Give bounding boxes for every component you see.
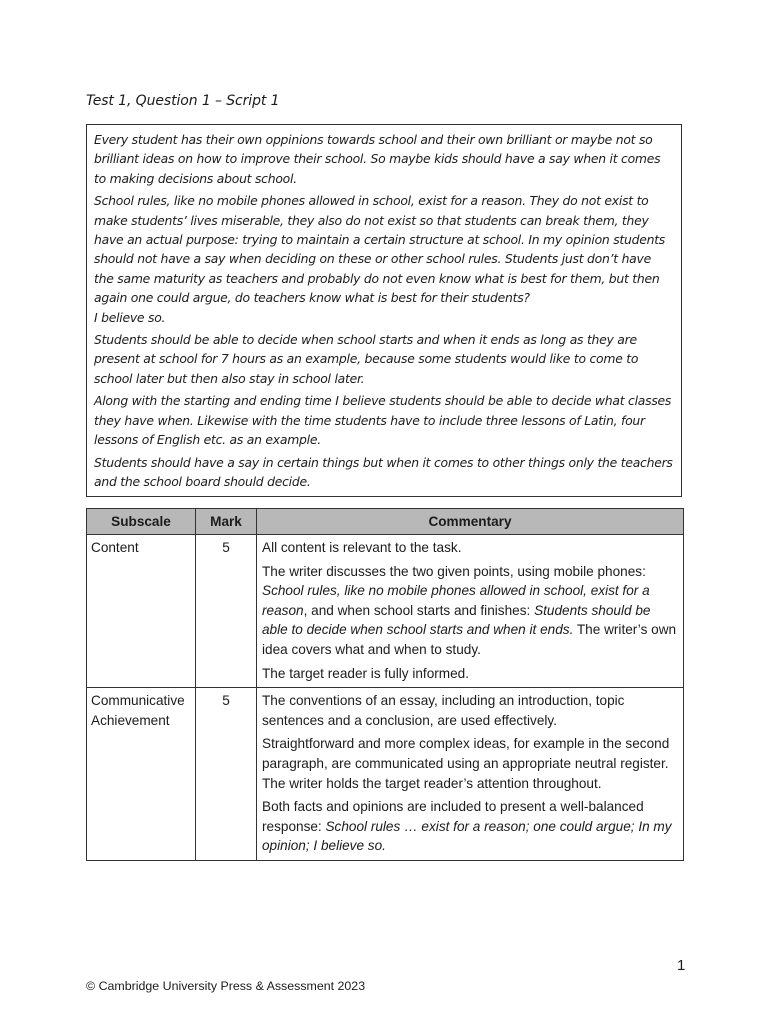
commentary-text: , and when school starts and finishes: [303,602,535,618]
commentary-text: Straightforward and more complex ideas, for example in the second paragraph, are communicated using an appropriate neutral register. The writer holds the target reader’s attention throughout. [262,736,670,791]
page-number: 1 [677,957,686,974]
commentary-paragraph [262,562,678,660]
subscale-cell: Content [87,535,196,688]
mark-cell: 5 [196,688,257,861]
page-title: Test 1, Question 1 – Script 1 [86,93,280,109]
script-paragraph: Every student has their own oppinions towards school and their own brilliant or maybe not so brilliant ideas on how to improve their school. So maybe kids should have a say when it comes to making decisions about school. [94,132,661,186]
script-text-box [86,124,682,497]
commentary-text: The writer’s own idea covers what and when to study. [262,622,677,657]
quoted-text: School rules … exist for a reason; one could argue; In my opinion; I believe so. [262,818,672,854]
quoted-text: Students should be able to decide when school starts and when it ends. [262,602,651,638]
copyright-notice: © Cambridge University Press & Assessment 2023 [86,979,366,993]
commentary-text: The writer discusses the two given points, using mobile phones: [262,563,646,579]
header-commentary: Commentary [257,509,684,535]
script-paragraph: School rules, like no mobile phones allowed in school, exist for a reason. They do not exist to make students’ lives miserable, they also do not exist so that students can break them, they have an actual purpose: trying to maintain a certain structure at school. In my opinion students should not have a say when deciding on these or other school rules. Students just don’t have the same maturity as teachers and probably do not even know what is best for them, but then again one could argue, do teachers know what is best for their students? I believe so. [94,193,666,325]
commentary-paragraph [262,538,678,558]
table-header-row [87,509,684,535]
assessment-table [86,508,684,861]
commentary-text: All content is relevant to the task. [262,540,462,555]
commentary-paragraph [262,664,678,684]
commentary-cell [257,688,684,861]
commentary-text: Both facts and opinions are included to present a well-balanced response: [262,799,644,834]
mark-cell: 5 [196,535,257,688]
commentary-paragraph [262,691,678,730]
commentary-text: The conventions of an essay, including an introduction, topic sentences and a conclusion, are used effectively. [262,693,625,728]
script-paragraph: Students should be able to decide when school starts and when it ends as long as they are present at school for 7 hours as an example, because some students would like to come to school later but then also stay in school later. [94,332,639,386]
header-mark: Mark [196,509,257,535]
subscale-cell: Communicative Achievement [87,688,196,861]
commentary-paragraph [262,734,678,793]
script-paragraph: Students should have a say in certain things but when it comes to other things only the teachers and the school board should decide. [94,454,673,489]
quoted-text: School rules, like no mobile phones allowed in school, exist for a reason [262,583,650,618]
table-row [87,688,684,861]
commentary-cell [257,535,684,688]
commentary-paragraph [262,797,678,856]
header-subscale: Subscale [87,509,196,535]
table-row [87,535,684,688]
script-paragraph: Along with the starting and ending time I believe students should be able to decide what classes they have when. Likewise with the time students have to include three lessons of Latin, four lessons of English etc. as an example. [94,393,672,448]
table-body [87,535,684,861]
commentary-text: The target reader is fully informed. [262,665,470,681]
